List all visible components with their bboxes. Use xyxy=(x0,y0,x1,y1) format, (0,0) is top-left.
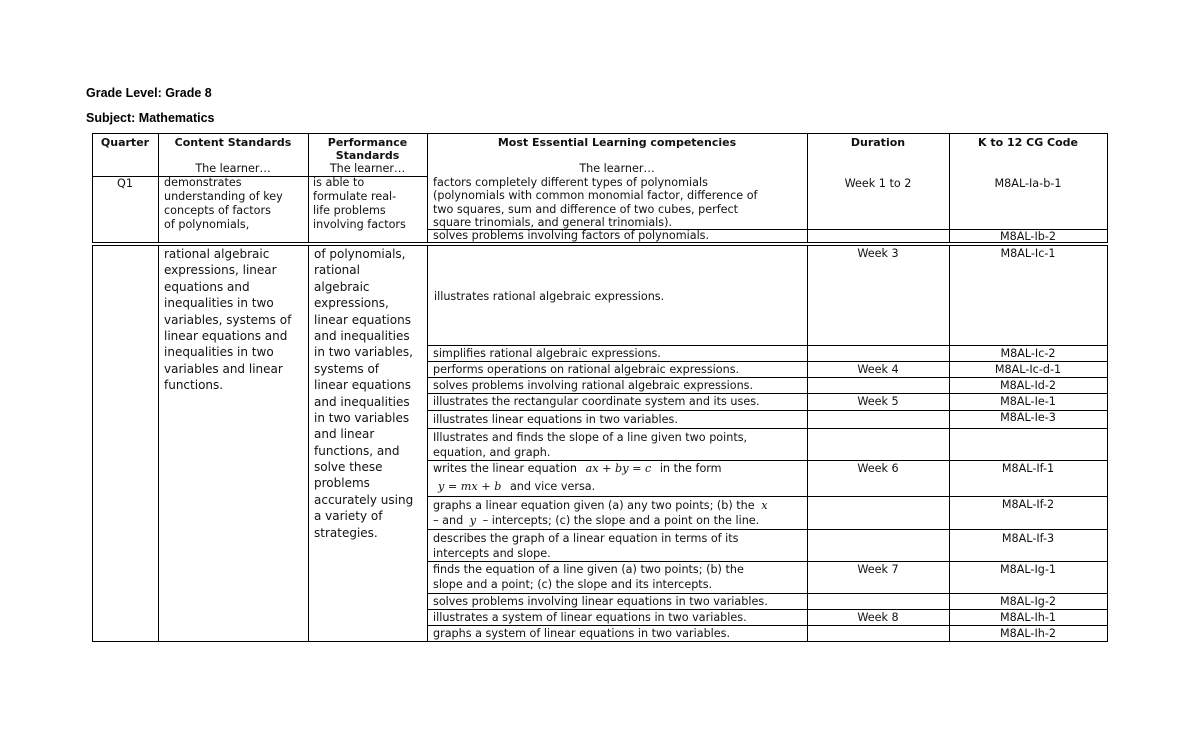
col-header-content: Content Standards xyxy=(174,136,292,149)
performance-line: systems of xyxy=(314,362,380,376)
competency-slope-line-1: Illustrates and finds the slope of a line given two points, xyxy=(433,431,748,444)
performance-line: a variety of xyxy=(314,509,383,523)
competency-system-graphs: graphs a system of linear equations in two variables. xyxy=(433,627,731,640)
competency-finds-line-2: slope and a point; (c) the slope and its intercepts. xyxy=(433,578,713,591)
competency-describes-line-2: intercepts and slope. xyxy=(433,547,551,560)
col-header-code: K to 12 CG Code xyxy=(977,136,1079,149)
equation-slope-intercept-form: y = mx + b xyxy=(438,480,502,493)
content-line: linear equations and xyxy=(164,329,288,343)
performance-line: in two variables xyxy=(314,411,410,425)
competency-line: (polynomials with common monomial factor, difference of xyxy=(433,189,758,202)
competency-system-illustrates: illustrates a system of linear equations in two variables. xyxy=(433,611,747,624)
table2-border-right xyxy=(1107,245,1108,642)
performance-line: expressions, xyxy=(314,296,389,310)
competency-solves-rational: solves problems involving rational algebraic expressions. xyxy=(433,379,754,392)
code-ie-3: M8AL-Ie-3 xyxy=(1000,411,1056,424)
code-ic-2: M8AL-Ic-2 xyxy=(1000,347,1056,360)
competency-linear-equations: illustrates linear equations in two variables. xyxy=(433,413,678,426)
equation-standard-form: ax + by = c xyxy=(585,462,652,475)
content-line: concepts of factors xyxy=(164,204,271,217)
duration-week-1-2: Week 1 to 2 xyxy=(844,177,912,190)
performance-line: solve these xyxy=(314,460,383,474)
code-ih-2: M8AL-Ih-2 xyxy=(999,627,1057,640)
performance-line: involving factors xyxy=(313,218,406,231)
learner-label-content: The learner… xyxy=(195,162,271,175)
table2-divider-performance xyxy=(308,245,309,642)
competency-slope-line-2: equation, and graph. xyxy=(433,446,551,459)
code-ig-2: M8AL-Ig-2 xyxy=(999,595,1057,608)
competency-solves-linear: solves problems involving linear equations in two variables. xyxy=(433,595,768,608)
code-ig-1: M8AL-Ig-1 xyxy=(999,563,1057,576)
performance-line: of polynomials, xyxy=(314,247,406,261)
melc-divider xyxy=(427,529,1108,530)
content-line: variables, systems of xyxy=(164,313,292,327)
table1-divider-melc xyxy=(427,133,428,243)
competency-line: factors completely different types of polynomials xyxy=(433,176,708,189)
performance-line: is able to xyxy=(313,176,365,189)
content-line: rational algebraic xyxy=(164,247,270,261)
competency-line: square trinomials, and general trinomials). xyxy=(433,216,673,229)
duration-week-6: Week 6 xyxy=(857,462,899,475)
code-ic-1: M8AL-Ic-1 xyxy=(1000,247,1056,260)
content-line: inequalities in two xyxy=(164,345,274,359)
performance-line: algebraic xyxy=(314,280,370,294)
content-line: functions. xyxy=(164,378,224,392)
table2-border-left xyxy=(92,245,93,642)
duration-week-8: Week 8 xyxy=(857,611,899,624)
performance-line: and inequalities xyxy=(314,329,410,343)
col-header-performance-1: Performance xyxy=(327,136,408,149)
quarter-q1: Q1 xyxy=(117,177,133,190)
duration-week-5: Week 5 xyxy=(857,395,899,408)
performance-line: accurately using xyxy=(314,493,414,507)
performance-line: and linear xyxy=(314,427,375,441)
performance-line: life problems xyxy=(313,204,386,217)
content-line: of polynomials, xyxy=(164,218,250,231)
graphs-text-b: – and xyxy=(433,514,464,527)
table2-divider-melc xyxy=(427,245,428,642)
competency-describes-line-1: describes the graph of a linear equation in terms of its xyxy=(433,532,739,545)
grade-level-heading: Grade Level: Grade 8 xyxy=(86,86,212,100)
table1-top-border xyxy=(92,133,1108,134)
table1-border-right xyxy=(1107,133,1108,243)
graphs-x: x xyxy=(761,499,768,512)
competency-writes-linear-line-1 xyxy=(433,461,722,477)
duration-week-4: Week 4 xyxy=(857,363,899,376)
competency-operations-rational: performs operations on rational algebraic expressions. xyxy=(433,363,740,376)
code-ic-d-1: M8AL-Ic-d-1 xyxy=(994,363,1062,376)
col-header-melc: Most Essential Learning competencies xyxy=(497,136,737,149)
graphs-y: y xyxy=(469,514,477,527)
performance-line: in two variables, xyxy=(314,345,413,359)
code-ib-2: M8AL-Ib-2 xyxy=(999,230,1057,243)
writes-text-c: and vice versa. xyxy=(509,480,596,493)
table1-divider-content xyxy=(158,133,159,243)
code-if-2: M8AL-If-2 xyxy=(1001,498,1055,511)
code-ih-1: M8AL-Ih-1 xyxy=(999,611,1057,624)
performance-line: and inequalities xyxy=(314,395,410,409)
melc-divider xyxy=(427,428,1108,429)
graphs-text-a: graphs a linear equation given (a) any two points; (b) the xyxy=(433,499,755,512)
writes-text-b: in the form xyxy=(659,462,722,475)
competency-finds-line-1: finds the equation of a line given (a) two points; (b) the xyxy=(433,563,744,576)
competency-graphs-line-2 xyxy=(433,513,759,529)
competency-writes-linear-line-2 xyxy=(438,479,595,495)
code-ie-1: M8AL-Ie-1 xyxy=(1000,395,1056,408)
col-header-performance-2: Standards xyxy=(335,149,400,162)
content-line: expressions, linear xyxy=(164,263,277,277)
col-header-quarter: Quarter xyxy=(100,136,150,149)
code-ia-b-1: M8AL-Ia-b-1 xyxy=(994,177,1062,190)
code-if-3: M8AL-If-3 xyxy=(1001,532,1055,545)
performance-line: problems xyxy=(314,476,370,490)
content-line: variables and linear xyxy=(164,362,283,376)
content-line: inequalities in two xyxy=(164,296,274,310)
code-id-2: M8AL-Id-2 xyxy=(999,379,1057,392)
learner-label-performance: The learner… xyxy=(329,162,406,175)
writes-text-a: writes the linear equation xyxy=(433,462,577,475)
performance-line: linear equations xyxy=(314,378,411,392)
performance-line: linear equations xyxy=(314,313,411,327)
competency-graphs-line-1 xyxy=(433,498,768,514)
table2-divider-duration xyxy=(807,245,808,642)
competency-solves-factors: solves problems involving factors of polynomials. xyxy=(433,229,710,242)
performance-line: formulate real- xyxy=(313,190,397,203)
col-header-duration: Duration xyxy=(850,136,906,149)
content-line: understanding of key xyxy=(164,190,283,203)
content-line: demonstrates xyxy=(164,176,242,189)
competency-line: two squares, sum and difference of two cubes, perfect xyxy=(433,203,739,216)
content-line: equations and xyxy=(164,280,250,294)
learner-label-melc: The learner… xyxy=(579,162,655,175)
competency-illustrates-rational: illustrates rational algebraic expressions. xyxy=(434,290,665,303)
performance-line: strategies. xyxy=(314,526,378,540)
duration-week-3: Week 3 xyxy=(857,247,899,260)
code-if-1: M8AL-If-1 xyxy=(1001,462,1055,475)
subject-heading: Subject: Mathematics xyxy=(86,111,215,125)
competency-simplifies-rational: simplifies rational algebraic expressions. xyxy=(433,347,661,360)
table2-divider-code xyxy=(949,245,950,642)
performance-line: rational xyxy=(314,263,360,277)
graphs-text-c: – intercepts; (c) the slope and a point on the line. xyxy=(482,514,760,527)
table2-divider-content xyxy=(158,245,159,642)
performance-line: functions, and xyxy=(314,444,400,458)
duration-week-7: Week 7 xyxy=(857,563,899,576)
competency-rectangular-coordinate: illustrates the rectangular coordinate system and its uses. xyxy=(433,395,760,408)
